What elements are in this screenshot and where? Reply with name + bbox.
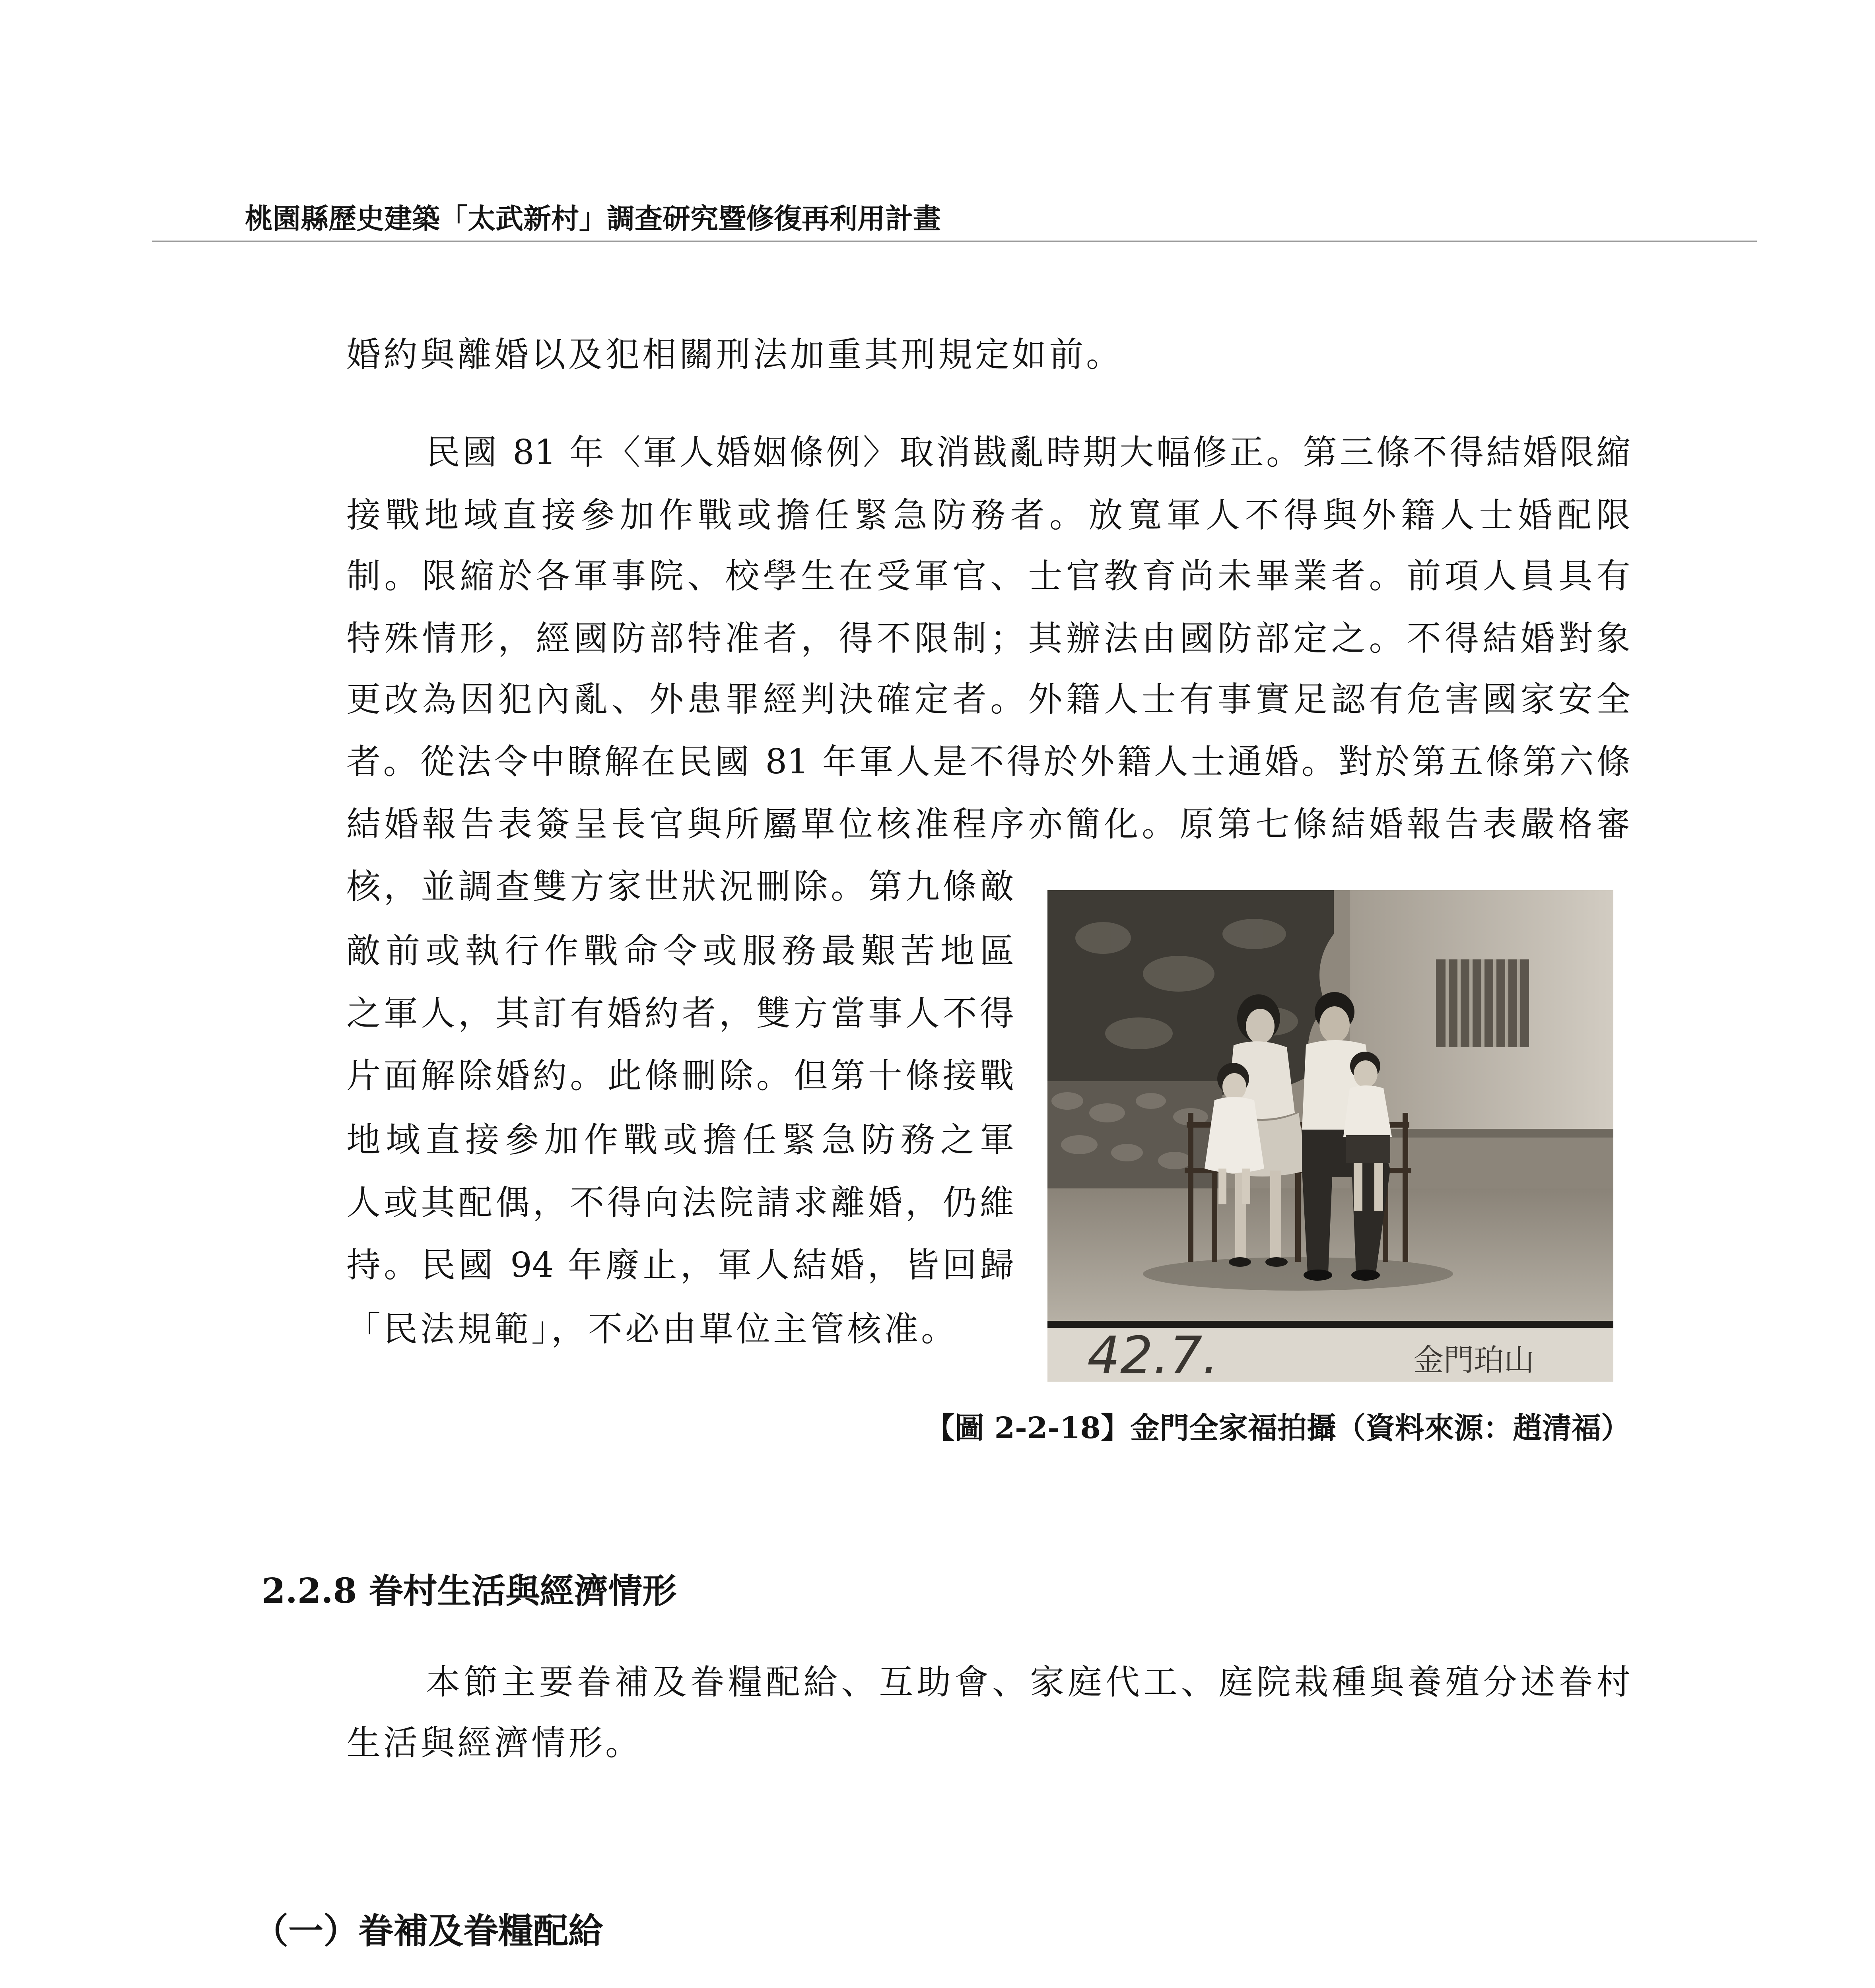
subsection-heading: （一）眷補及眷糧配給 bbox=[253, 1910, 604, 1951]
family-photo bbox=[1047, 890, 1613, 1382]
photo-handwritten-date: 42.7. bbox=[1087, 1325, 1219, 1382]
header-rule bbox=[152, 241, 1757, 242]
paragraph-line: 片面解除婚約。此條刪除。但第十條接戰 bbox=[346, 1056, 1014, 1096]
paragraph-line: 生活與經濟情形。 bbox=[346, 1723, 642, 1763]
photo-trees bbox=[1047, 890, 1334, 1099]
paragraph-line: 「民法規範」，不必由單位主管核准。 bbox=[346, 1309, 958, 1349]
paragraph-line: 接戰地域直接參加作戰或擔任緊急防務者。放寬軍人不得與外籍人士婚配限 bbox=[346, 495, 1630, 535]
paragraph-line: 本節主要眷補及眷糧配給、互助會、家庭代工、庭院栽種與養殖分述眷村 bbox=[426, 1662, 1630, 1702]
paragraph-line: 者。從法令中瞭解在民國 81 年軍人是不得於外籍人士通婚。對於第五條第六條 bbox=[346, 742, 1630, 782]
paragraph-line: 持。民國 94 年廢止，軍人結婚，皆回歸 bbox=[346, 1245, 1014, 1285]
family-photo-image bbox=[1047, 890, 1613, 1382]
figure-caption: 【圖 2-2-18】金門全家福拍攝（資料來源：趙清福） bbox=[925, 1411, 1630, 1445]
paragraph-line: 人或其配偶，不得向法院請求離婚，仍維 bbox=[346, 1183, 1014, 1223]
paragraph-line: 民國 81 年〈軍人婚姻條例〉取消戡亂時期大幅修正。第三條不得結婚限縮 bbox=[426, 433, 1630, 472]
paragraph-line: 之軍人，其訂有婚約者，雙方當事人不得 bbox=[346, 994, 1014, 1033]
section-heading: 2.2.8 眷村生活與經濟情形 bbox=[262, 1571, 677, 1611]
photo-window bbox=[1436, 959, 1529, 1047]
photo-handwritten-location: 金門珀山 bbox=[1413, 1342, 1534, 1378]
running-header-title: 桃園縣歷史建築「太武新村」調查研究暨修復再利用計畫 bbox=[245, 204, 941, 235]
paragraph-line: 制。限縮於各軍事院、校學生在受軍官、士官教育尚未畢業者。前項人員具有 bbox=[346, 556, 1630, 596]
paragraph-line: 結婚報告表簽呈長官與所屬單位核准程序亦簡化。原第七條結婚報告表嚴格審 bbox=[346, 804, 1630, 844]
paragraph-line: 特殊情形，經國防部特准者，得不限制；其辦法由國防部定之。不得結婚對象 bbox=[346, 619, 1630, 658]
paragraph-line: 婚約與離婚以及犯相關刑法加重其刑規定如前。 bbox=[346, 335, 1123, 375]
paragraph-line: 地域直接參加作戰或擔任緊急防務之軍 bbox=[346, 1120, 1014, 1160]
paragraph-line: 核，並調查雙方家世狀況刪除。第九條敵 bbox=[346, 867, 1014, 907]
paragraph-line: 更改為因犯內亂、外患罪經判決確定者。外籍人士有事實足認有危害國家安全 bbox=[346, 679, 1630, 719]
paragraph-line: 敵前或執行作戰命令或服務最艱苦地區 bbox=[346, 931, 1014, 971]
photo-ground-shadow bbox=[1143, 1257, 1453, 1291]
